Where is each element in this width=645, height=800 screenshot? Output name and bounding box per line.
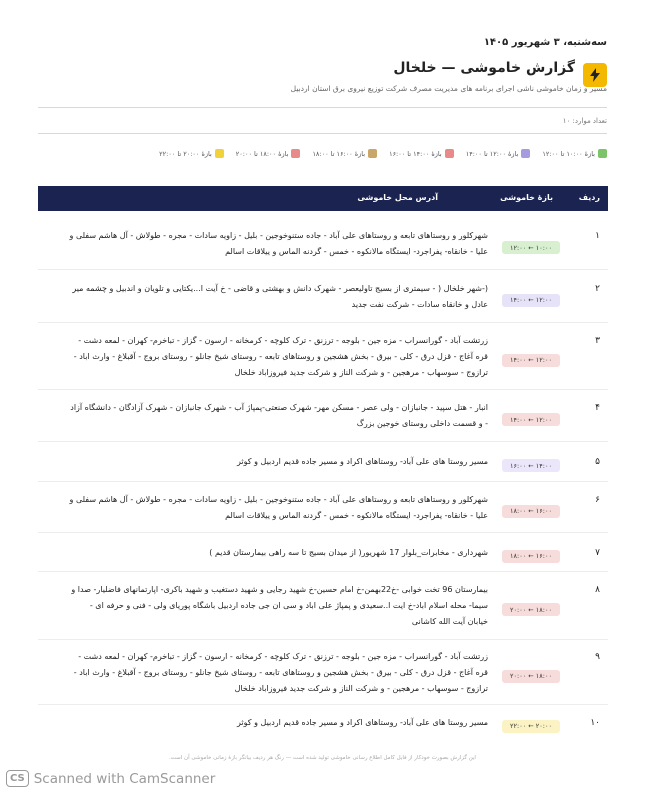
table-row	[38, 482, 608, 533]
legend-swatch	[368, 149, 377, 158]
legend-swatch	[291, 149, 300, 158]
header-row-number: ردیف	[578, 193, 600, 202]
time-range-badge: ۱۲:۰۰ ← ۱۴:۰۰	[502, 413, 560, 426]
camscanner-watermark	[6, 770, 215, 787]
address-text: (-شهر خلخال ( - سیمتری از بسیج تاولیعصر - شهرک دانش و بهشتی و قاضی - خ آیت ا...یکتایی و تلویان و اندبیل و چشمه میر عادل و خانقاه سادات - شرکت نفت جدید	[72, 283, 488, 309]
address-text: بیمارستان 96 تخت خوابی -خ22بهمن-خ امام حسین-خ شهید رجایی و شهید دستغیب و شهید باکری- اپارتمانهای فاضلیار- صدا و سیما- محله اسلام اباد-خ ایت ا..سعیدی و پمپاژ علی اباد و سی ان جی جاده اردبیل باشگاه پوریای ولی - فنی و حرفه ای - خیابان آیت الله کاشانی	[71, 585, 488, 626]
legend-item	[159, 149, 224, 158]
time-range-badge: ۱۲:۰۰ ← ۱۴:۰۰	[502, 294, 560, 307]
time-range-badge: ۱۸:۰۰ ← ۲۰:۰۰	[502, 670, 560, 683]
count-divider	[38, 133, 607, 134]
legend-swatch	[445, 149, 454, 158]
table-row	[38, 390, 608, 442]
row-number: ۵	[595, 457, 600, 467]
legend-item	[312, 149, 377, 158]
row-number: ۷	[595, 547, 600, 558]
row-number: ۲	[595, 283, 600, 294]
legend-item	[389, 149, 454, 158]
header-address: آدرس محل خاموشی	[357, 193, 438, 202]
address-text: شهرکلور و روستاهای تابعه و روستاهای علی آباد - جاده ستنوخوجین - بلیل - زاویه سادات - مجره - طولاش - آل هاشم سفلی و علیا - خانقاه- یفراجرد- ایستگاه مالانکوه - خمس - گردنه الماس و ییلاقات اسالم	[69, 231, 488, 256]
row-number: ۱	[595, 231, 600, 241]
legend-item	[466, 149, 531, 158]
legend-item	[542, 149, 607, 158]
table-row	[38, 572, 608, 640]
camscanner-logo: CS	[6, 770, 29, 787]
row-number: ۱۰	[590, 717, 600, 728]
time-range-badge: ۱۲:۰۰ ← ۱۴:۰۰	[502, 354, 560, 367]
table-row	[38, 218, 608, 270]
legend-swatch	[521, 149, 530, 158]
legend-label: بازهٔ ۲۰:۰۰ تا ۲۲:۰۰	[159, 149, 212, 158]
legend-label: بازهٔ ۱۴:۰۰ تا ۱۶:۰۰	[389, 149, 442, 158]
page-title: گزارش خاموشی — خلخال	[393, 60, 575, 76]
legend-item	[236, 149, 301, 158]
row-number: ۴	[595, 403, 600, 413]
report-date: سه‌شنبه، ۳ شهریور ۱۴۰۵	[483, 37, 607, 48]
row-number: ۳	[595, 335, 600, 346]
legend-swatch	[598, 149, 607, 158]
address-text: زرتشت آباد - گورانسراب - مزه جین - بلوجه - ترزنق - ترک کلوچه - کرمخانه - ارسون - گزاز - تباخرم- کهران - لمعه دشت - قره آغاج - قزل درق - کلی - بیرق - بخش هشجین و روستاهای تابعه - روستای شیخ جانلو - روستای بروج - آقبلاغ - وارث اباد - ترازوج - سوسهاب - مرهجین - و شرکت الناز و شرکت جدید فیروزاباد خلخال	[73, 651, 488, 693]
table-row	[38, 705, 608, 740]
table-row	[38, 640, 608, 705]
time-range-badge: ۱۶:۰۰ ← ۱۸:۰۰	[502, 505, 560, 518]
legend-label: بازهٔ ۱۲:۰۰ تا ۱۴:۰۰	[465, 149, 519, 158]
address-text: مسیر روستا های علی آباد- روستاهای اکراد و مسیر جاده قدیم اردبیل و کوثر	[237, 717, 488, 727]
address-text: شهرکلور و روستاهای تابعه و روستاهای علی آباد - جاده ستنوخوجین - بلیل - زاویه سادات - مجره - طولاش - آل هاشم سفلی و علیا - خانقاه- یفراجرد- ایستگاه مالانکوه - خمس - گردنه الماس و ییلاقات اسالم	[69, 494, 488, 520]
footnote: این گزارش بصورت خودکار از فایل کامل اطلاع رسانی خاموشی تولید شده است — رنگ هر ردیف بیانگر بازهٔ زمانی خاموشی آن است.	[169, 755, 476, 761]
time-range-badge: ۱۶:۰۰ ← ۱۸:۰۰	[502, 550, 560, 563]
table-row	[38, 323, 608, 390]
page-subtitle: مسیر و زمان خاموشی ناشی اجرای برنامه های مدیریت مصرف شرکت توزیع نیروی برق استان اردبیل	[290, 84, 607, 93]
watermark-text: Scanned with CamScanner	[33, 770, 216, 787]
table-row	[38, 442, 608, 482]
time-range-badge: ۱۰:۰۰ ← ۱۲:۰۰	[502, 241, 560, 254]
address-text: مسیر روستا های علی آباد- روستاهای اکراد و مسیر جاده قدیم اردبیل و کوثر	[237, 457, 488, 466]
row-number: ۹	[595, 651, 600, 662]
row-number: ۶	[595, 494, 600, 505]
time-range-badge: ۲۰:۰۰ ← ۲۲:۰۰	[502, 720, 560, 733]
record-count: تعداد موارد: ۱۰	[562, 117, 607, 125]
header-time-range: بازهٔ خاموشی	[500, 193, 553, 202]
address-text: زرتشت آباد - گورانسراب - مزه جین - بلوجه - ترزنق - ترک کلوچه - کرمخانه - ارسون - گزاز - تباخرم- کهران - لمعه دشت - قره آغاج - قزل درق - کلی - بیرق - بخش هشجین و روستاهای تابعه - روستای شیخ جانلو - روستای بروج - آقبلاغ - وارث اباد - ترازوج - سوسهاب - مرهجین - و شرکت الناز و شرکت جدید فیروزاباد خلخال	[73, 335, 488, 377]
table-header	[38, 186, 608, 211]
table-row	[38, 270, 608, 323]
legend-label: بازهٔ ۱۶:۰۰ تا ۱۸:۰۰	[312, 149, 366, 158]
legend	[159, 149, 607, 158]
header-divider	[38, 107, 607, 108]
time-range-badge: ۱۸:۰۰ ← ۲۰:۰۰	[502, 603, 560, 616]
legend-swatch	[215, 149, 224, 158]
time-range-badge: ۱۴:۰۰ ← ۱۶:۰۰	[502, 459, 560, 472]
address-text: انبار - هتل سپید - جانبازان - ولی عصر - مسکن مهر- شهرک صنعتی-پمپاژ آب - شهرک جانبازان - شهرک آزادگان - دانشگاه آزاد - و قسمت داخلی روستای خوجین بزرگ	[70, 403, 488, 428]
legend-label: بازهٔ ۱۰:۰۰ تا ۱۲:۰۰	[542, 149, 595, 158]
table-row	[38, 533, 608, 572]
address-text: شهرداری - مخابرات_بلوار 17 شهریور( از میدان بسیج تا سه راهی بیمارستان قدیم )	[209, 547, 488, 557]
row-number: ۸	[595, 585, 600, 595]
legend-label: بازهٔ ۱۸:۰۰ تا ۲۰:۰۰	[235, 149, 289, 158]
